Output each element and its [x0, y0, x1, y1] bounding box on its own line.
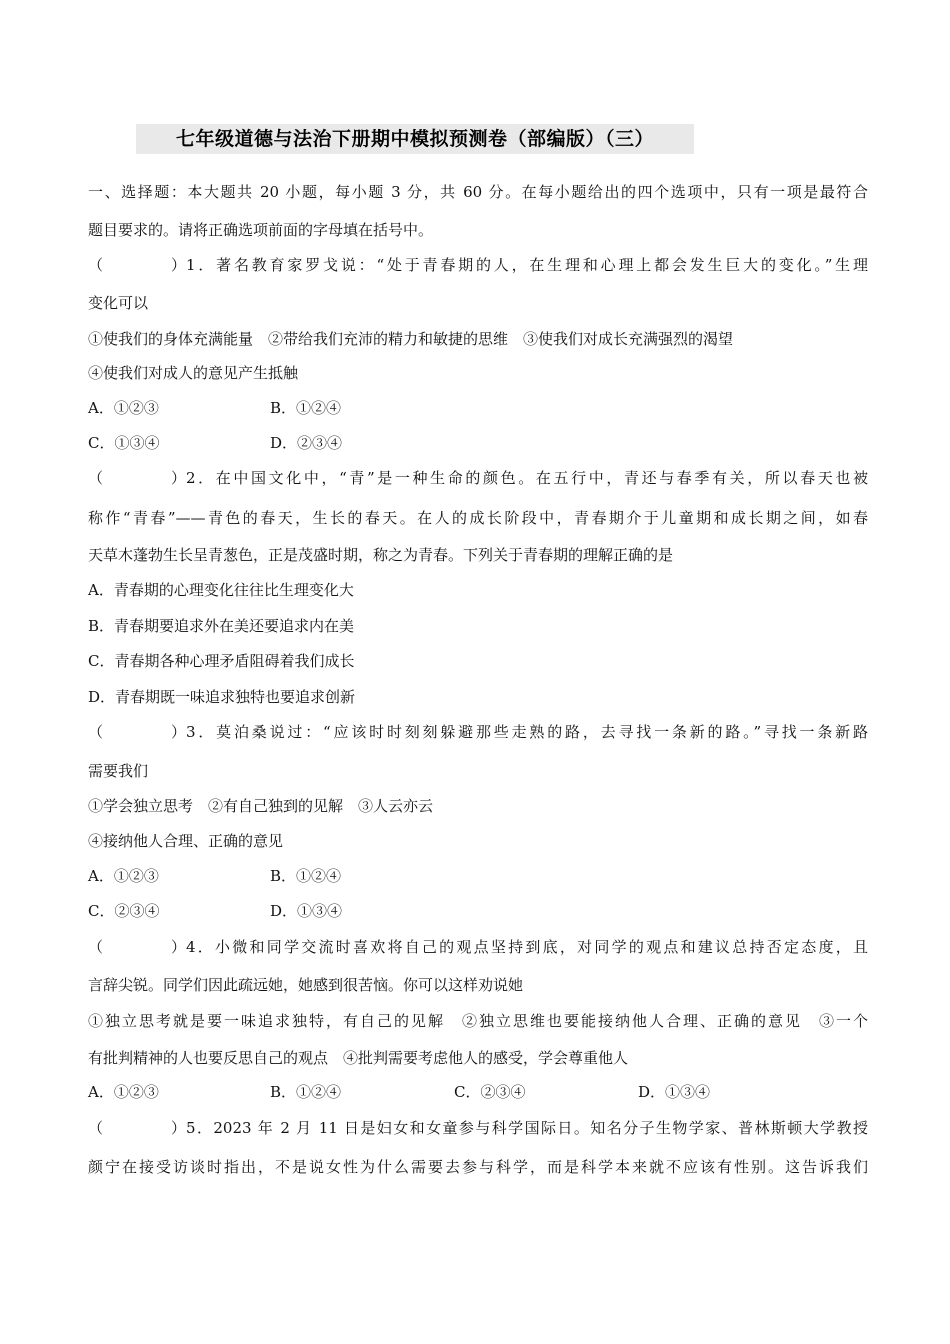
question-4-option-a[interactable]: A．①②③ [88, 1083, 159, 1101]
question-1-option-c[interactable]: C．①③④ [88, 434, 160, 452]
question-2-stem-line-1 [88, 466, 868, 490]
answer-bracket[interactable]: （ ） [88, 469, 186, 487]
question-4-option-b[interactable]: B．①②④ [270, 1083, 342, 1101]
page-title: 七年级道德与法治下册期中模拟预测卷（部编版）（三） [175, 128, 654, 150]
question-3-option-b[interactable]: B．①②④ [270, 867, 342, 885]
question-4-items-line-2: 有批判精神的人也要反思自己的观点 ④批判需要考虑他人的感受，学会尊重他人 [88, 1049, 629, 1067]
question-2-stem-line-2: 称作“青春”——青色的春天，生长的春天。在人的成长阶段中，青春期介于儿童期和成长期之间，如春 [88, 509, 868, 527]
question-3-stem-line-1 [88, 720, 868, 744]
section-intro-line-1: 一、选择题：本大题共 20 小题，每小题 3 分，共 60 分。在每小题给出的四个选项中，只有一项是最符合 [88, 183, 868, 201]
question-2-option-a[interactable]: A．青春期的心理变化往往比生理变化大 [88, 581, 354, 599]
answer-bracket[interactable]: （ ） [88, 938, 186, 956]
question-4-text: 4．小微和同学交流时喜欢将自己的观点坚持到底，对同学的观点和建议总持否定态度，且 [186, 938, 868, 956]
section-intro-line-2: 题目要求的。请将正确选项前面的字母填在括号中。 [88, 221, 434, 239]
answer-bracket[interactable]: （ ） [88, 256, 186, 274]
question-1-items-line-2: ④使我们对成人的意见产生抵触 [88, 364, 299, 382]
question-1-stem-line-1 [88, 253, 868, 277]
question-3-option-a[interactable]: A．①②③ [88, 867, 159, 885]
question-2-option-b[interactable]: B．青春期要追求外在美还要追求内在美 [88, 617, 355, 635]
question-2-option-d[interactable]: D．青春期既一味追求独特也要追求创新 [88, 688, 356, 706]
question-4-stem-line-1 [88, 935, 868, 959]
question-4-option-c[interactable]: C．②③④ [454, 1083, 526, 1101]
question-3-items-line-2: ④接纳他人合理、正确的意见 [88, 832, 284, 850]
question-5-stem-line-1 [88, 1116, 868, 1140]
question-1-option-a[interactable]: A．①②③ [88, 399, 159, 417]
answer-bracket[interactable]: （ ） [88, 1119, 186, 1137]
question-4-option-d[interactable]: D．①③④ [638, 1083, 711, 1101]
question-1-text: 1．著名教育家罗戈说：“处于青春期的人，在生理和心理上都会发生巨大的变化。”生理 [186, 256, 868, 274]
question-5-text: 5．2023 年 2 月 11 日是妇女和女童参与科学国际日。知名分子生物学家、普林斯顿大学教授 [186, 1119, 868, 1137]
question-2-text: 2．在中国文化中，“青”是一种生命的颜色。在五行中，青还与春季有关，所以春天也被 [186, 469, 868, 487]
question-1-stem-line-2: 变化可以 [88, 294, 149, 312]
question-3-option-c[interactable]: C．②③④ [88, 902, 160, 920]
question-2-stem-line-3: 天草木蓬勃生长呈青葱色，正是茂盛时期，称之为青春。下列关于青春期的理解正确的是 [88, 546, 674, 564]
question-5-stem-line-2: 颜宁在接受访谈时指出，不是说女性为什么需要去参与科学，而是科学本来就不应该有性别。这告诉我们 [88, 1158, 868, 1176]
question-3-stem-line-2: 需要我们 [88, 762, 149, 780]
question-1-option-d[interactable]: D．②③④ [270, 434, 343, 452]
question-1-option-b[interactable]: B．①②④ [270, 399, 342, 417]
question-1-items-line-1: ①使我们的身体充满能量 ②带给我们充沛的精力和敏捷的思维 ③使我们对成长充满强烈的渴望 [88, 330, 734, 348]
question-4-items-line-1: ①独立思考就是要一味追求独特，有自己的见解 ②独立思维也要能接纳他人合理、正确的意见 ③一个 [88, 1012, 868, 1030]
question-3-text: 3．莫泊桑说过：“应该时时刻刻躲避那些走熟的路，去寻找一条新的路。”寻找一条新路 [186, 723, 868, 741]
answer-bracket[interactable]: （ ） [88, 723, 186, 741]
question-2-option-c[interactable]: C．青春期各种心理矛盾阻碍着我们成长 [88, 652, 355, 670]
question-4-stem-line-2: 言辞尖锐。同学们因此疏远她，她感到很苦恼。你可以这样劝说她 [88, 976, 524, 994]
question-3-items-line-1: ①学会独立思考 ②有自己独到的见解 ③人云亦云 [88, 797, 434, 815]
question-3-option-d[interactable]: D．①③④ [270, 902, 343, 920]
